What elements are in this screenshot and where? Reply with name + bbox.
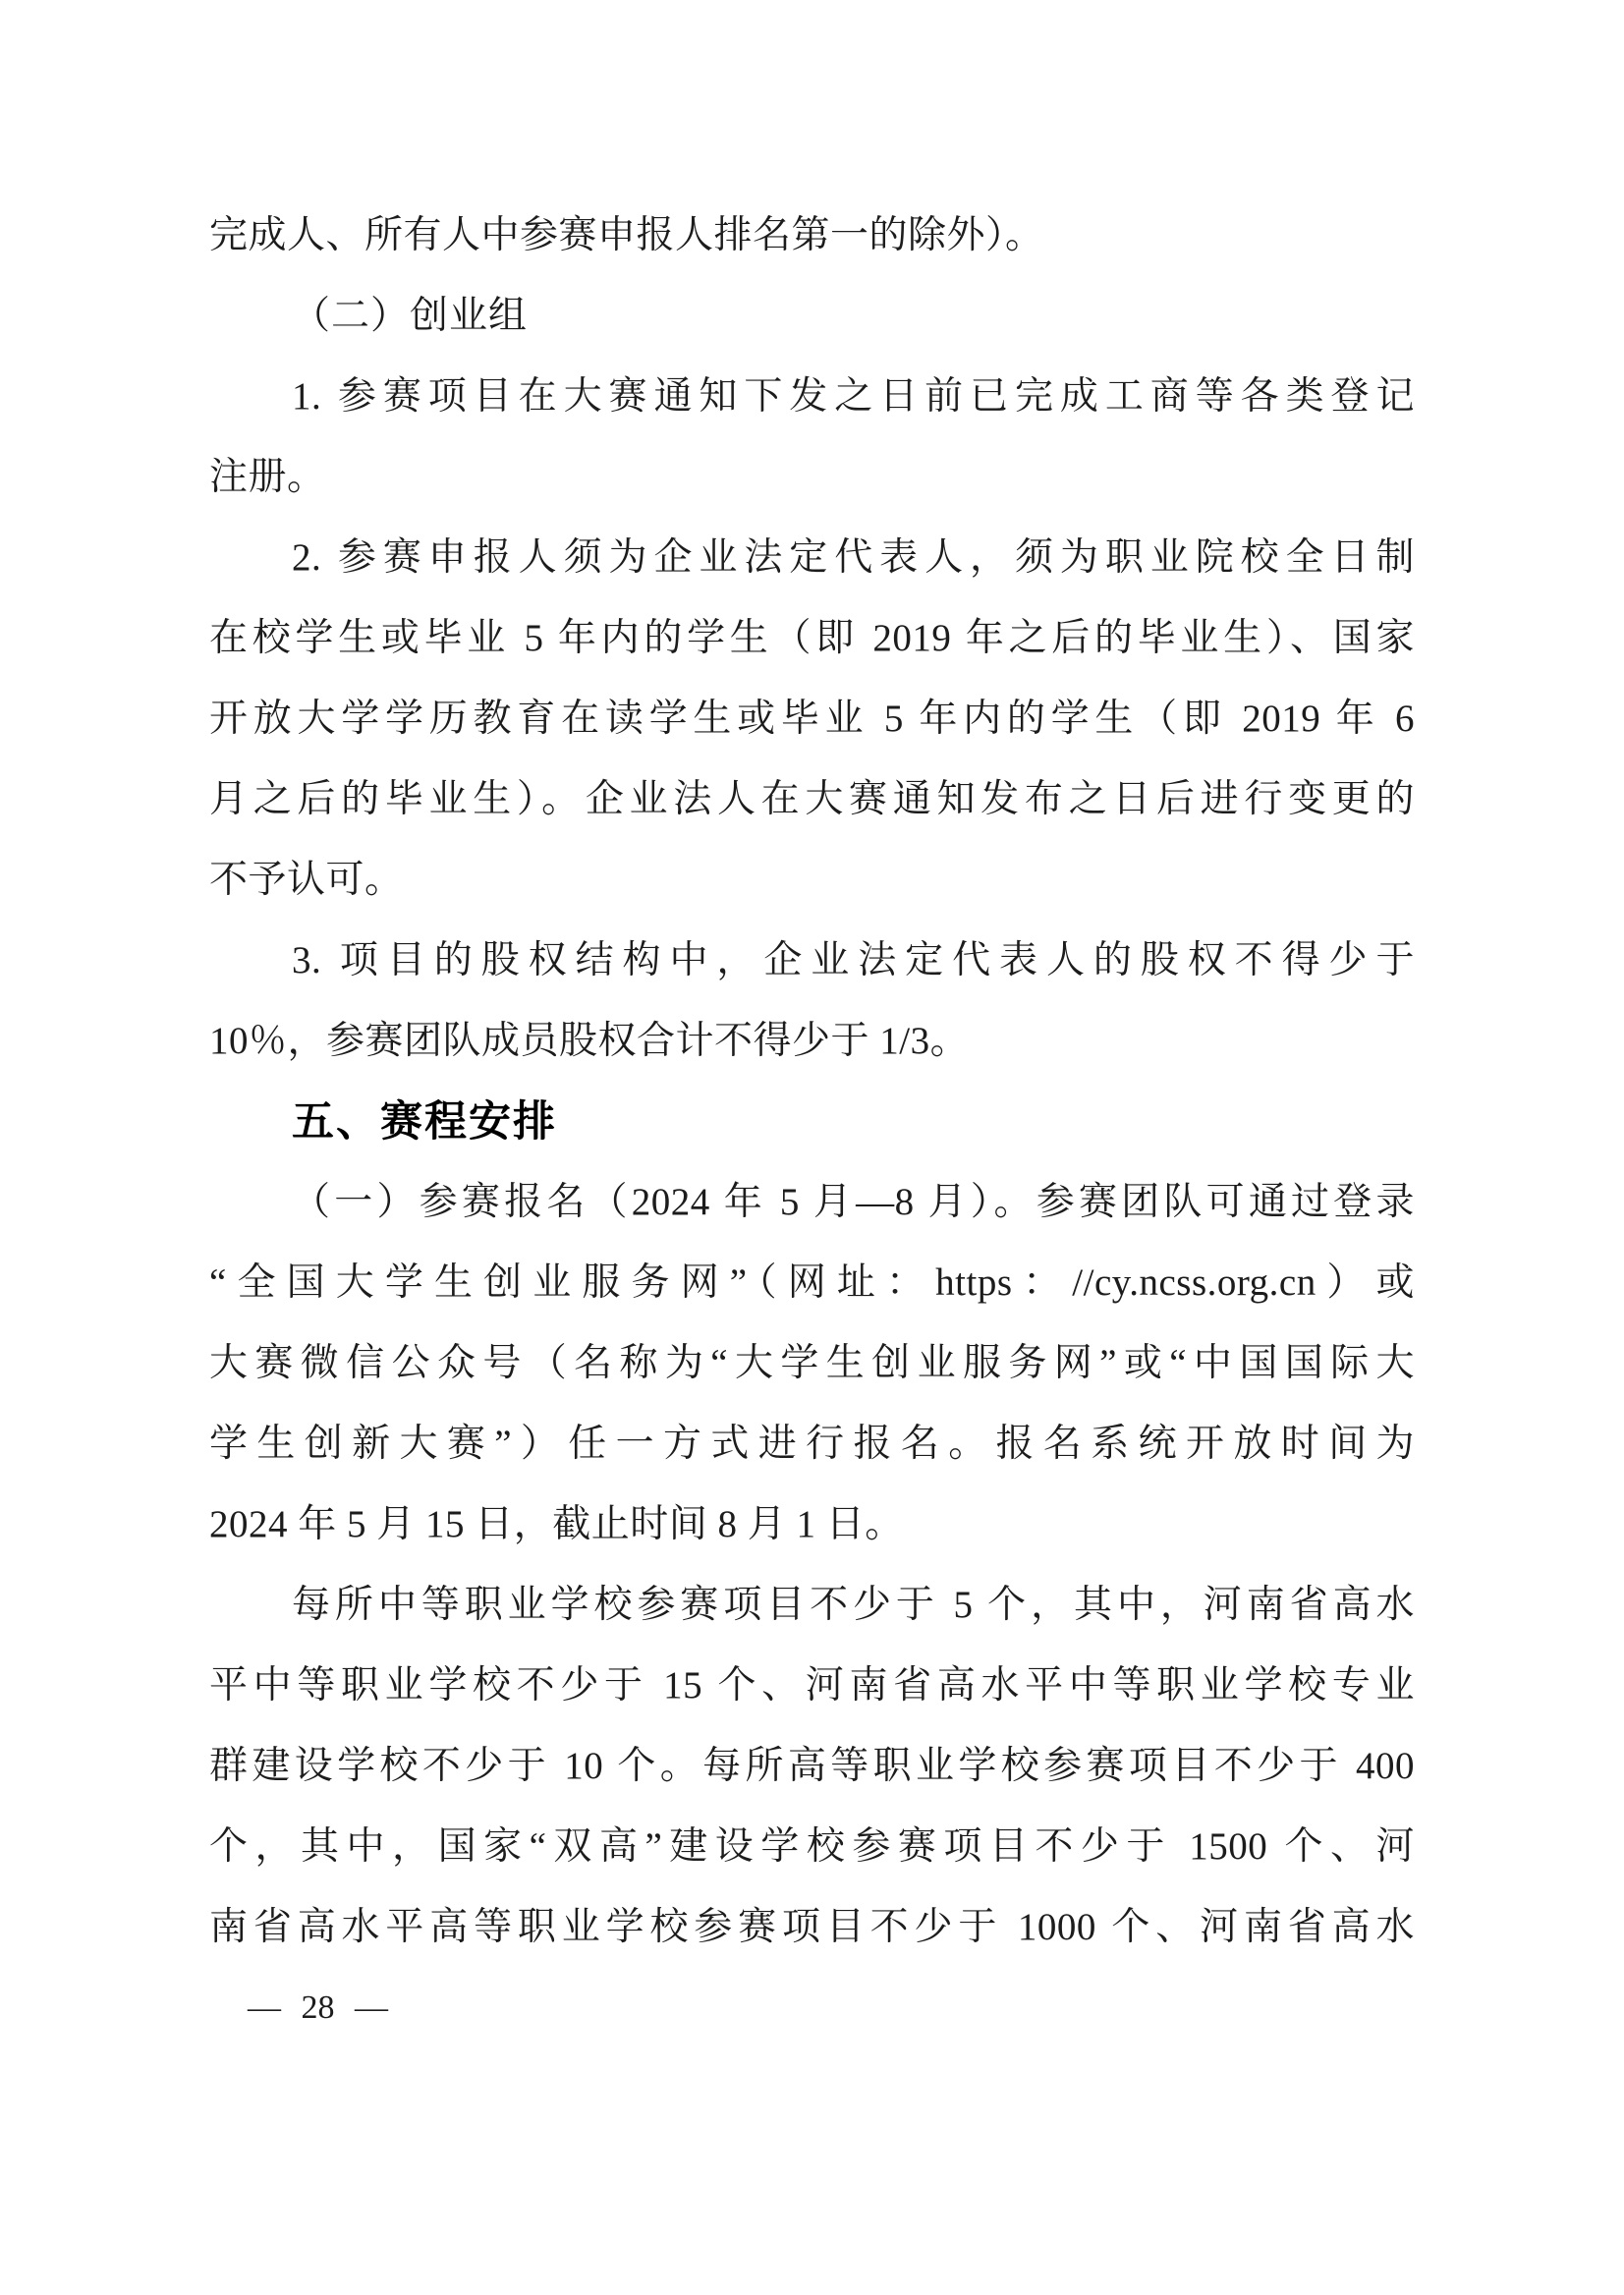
body-line: 开放大学学历教育在读学生或毕业 5 年内的学生（即 2019 年 6: [209, 698, 1415, 740]
body-line: 2. 参赛申报人须为企业法定代表人，须为职业院校全日制: [292, 536, 1415, 579]
body-line: 在校学生或毕业 5 年内的学生（即 2019 年之后的毕业生）、国家: [209, 617, 1415, 659]
body-line: 每所中等职业学校参赛项目不少于 5 个，其中，河南省高水: [292, 1584, 1415, 1626]
body-line: 不予认可。: [209, 859, 404, 901]
body-line: “全国大学生创业服务网”（网址：https：//cy.ncss.org.cn）或: [209, 1261, 1415, 1304]
body-line: 10％，参赛团队成员股权合计不得少于 1/3。: [209, 1020, 970, 1062]
body-line: 1. 参赛项目在大赛通知下发之日前已完成工商等各类登记: [292, 375, 1415, 418]
body-line: 群建设学校不少于 10 个。每所高等职业学校参赛项目不少于 400: [209, 1745, 1415, 1787]
body-line: 2024 年 5 月 15 日，截止时间 8 月 1 日。: [209, 1503, 904, 1545]
body-line: 完成人、所有人中参赛申报人排名第一的除外）。: [209, 214, 1044, 256]
subsection-line-registration: （一）参赛报名（2024 年 5 月—8 月）。参赛团队可通过登录: [292, 1181, 1415, 1223]
body-line: 3. 项目的股权结构中，企业法定代表人的股权不得少于: [292, 939, 1415, 981]
body-line: 南省高水平高等职业学校参赛项目不少于 1000 个、河南省高水: [209, 1906, 1415, 1948]
body-line: 学生创新大赛”）任一方式进行报名。报名系统开放时间为: [209, 1423, 1415, 1465]
body-line: 个，其中，国家“双高”建设学校参赛项目不少于 1500 个、河: [209, 1825, 1415, 1868]
subsection-heading-startup-group: （二）创业组: [292, 295, 529, 337]
body-line: 月之后的毕业生）。企业法人在大赛通知发布之日后进行变更的: [209, 778, 1415, 820]
body-line: 大赛微信公众号（名称为“大学生创业服务网”或“中国国际大: [209, 1342, 1415, 1384]
body-line: 平中等职业学校不少于 15 个、河南省高水平中等职业学校专业: [209, 1664, 1415, 1707]
section-heading-schedule: 五、赛程安排: [292, 1098, 557, 1146]
page-number: — 28 —: [248, 1989, 388, 2026]
body-line: 注册。: [209, 456, 326, 498]
text-block: [209, 196, 1415, 2048]
